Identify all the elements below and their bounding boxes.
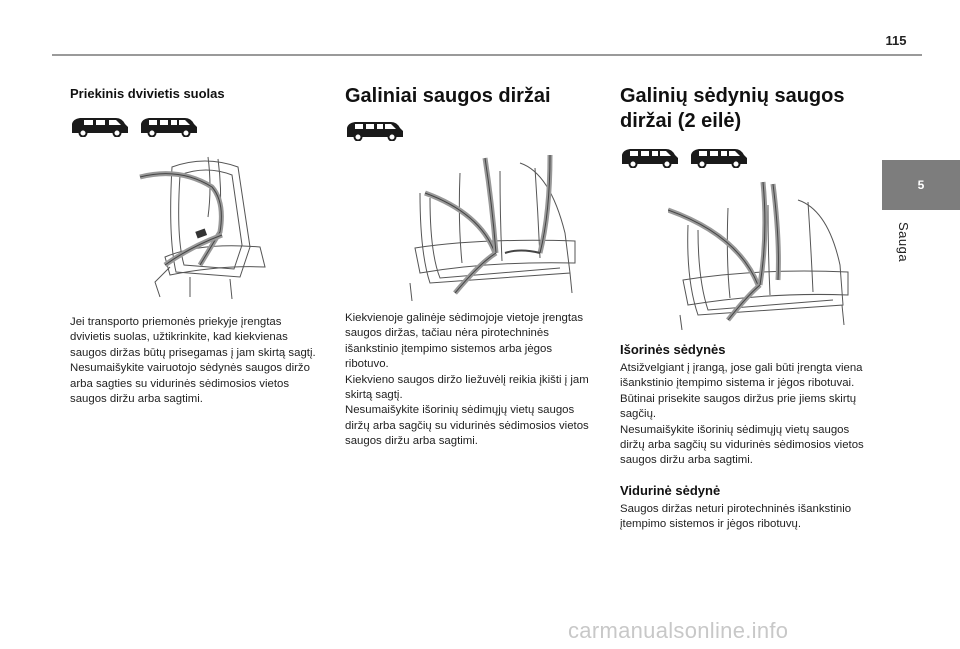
subheading-outer-seats: Išorinės sėdynės <box>620 342 726 357</box>
section-body: Kiekvienoje galinėje sėdimojoje vietoje įrengtas saugos diržas, tačiau nėra pirotechninės išankstinio įtempimo sistemos arba jėgos ribotuvo. Kiekvieno saugos diržo liežuvėlį reikia įkišti į jam skirtą sagtį. Nesumaišykite išorinių sėdimųjų vietų saugos diržų arba sagčių su vidurinės sėdimosios vietos saugos diržu arba sagtimi. <box>345 312 589 448</box>
column-front-bench <box>70 78 325 407</box>
van-icon <box>620 146 680 168</box>
section-heading-line2: diržai (2 eilė) <box>620 110 742 132</box>
section-body: Jei transporto priemonės priekyje įrengtas dvivietis suolas, užtikrinkite, kad kiekvienas saugos diržas būtų prisegamas į jam skirtą sagtį. Nesumaišykite vairuotojo sėdynės saugos diržo arba sagties su vidurinės sėdimosios vietos saugos diržu arba sagtimi. <box>70 316 316 406</box>
chapter-tab[interactable]: 5 <box>882 160 960 210</box>
column-rear-belts <box>345 78 600 450</box>
subheading-middle-seat: Vidurinė sėdynė <box>620 482 721 498</box>
top-rule <box>52 54 922 56</box>
seat-belt-illustration <box>668 180 853 330</box>
van-icon <box>70 115 130 137</box>
section-body: Saugos diržas neturi pirotechninės išankstinio įtempimo sistemos ir jėgos ribotuvų. <box>620 502 852 531</box>
seat-belt-illustration <box>130 147 280 305</box>
section-heading: Priekinis dvivietis suolas <box>70 86 225 101</box>
page-number: 115 <box>885 33 907 48</box>
van-icon <box>345 119 405 141</box>
section-body: Atsižvelgiant į įrangą, jose gali būti įrengta viena išankstinio įtempimo sistema ir jėgos ribotuvai. Būtinai prisekite saugos diržus prie jiems skirtų sagčių. Nesumaišykite išorinių sėdimųjų vietų saugos diržų arba sagčių su vidurinės sėdimosios vietos saugos diržu arba sagtimi. <box>620 362 864 467</box>
column-second-row <box>620 78 875 533</box>
van-icon <box>689 146 749 168</box>
vehicle-icons <box>345 119 600 141</box>
watermark: carmanualsonline.info <box>568 618 789 643</box>
vehicle-icons <box>620 146 875 168</box>
seat-belt-illustration <box>400 153 580 303</box>
chapter-label: Sauga <box>896 222 911 263</box>
section-heading-line1: Galinių sėdynių saugos <box>620 85 845 107</box>
section-heading: Galiniai saugos diržai <box>345 85 551 107</box>
vehicle-icons <box>70 115 325 137</box>
van-icon <box>139 115 199 137</box>
